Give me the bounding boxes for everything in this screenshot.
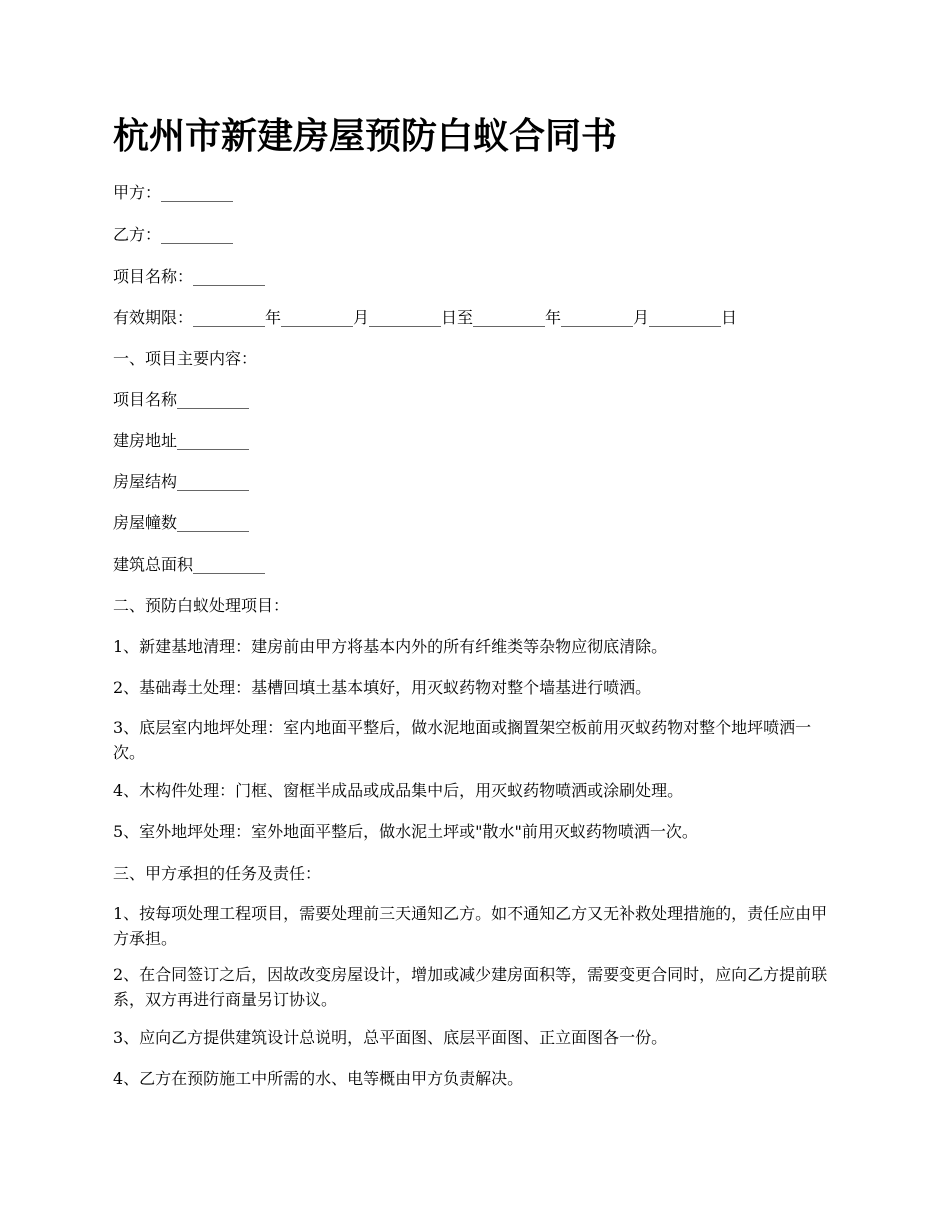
section2-heading: 二、预防白蚁处理项目：	[113, 596, 290, 615]
section1-item: 房屋结构_________	[113, 472, 250, 491]
validity-line: 有效期限：_________年_________月_________日至_________年_________月_________日	[113, 308, 738, 327]
section1-item: 项目名称_________	[113, 390, 250, 409]
section2-item: 4、木构件处理：门框、窗框半成品或成品集中后，用灭蚁药物喷洒或涂刷处理。	[113, 781, 684, 800]
section3-item: 1、按每项处理工程项目，需要处理前三天通知乙方。如不通知乙方又无补救处理措施的，责任应由甲方承担。	[113, 904, 828, 948]
section2-item: 2、基础毒土处理：基槽回填土基本填好，用灭蚁药物对整个墙基进行喷洒。	[113, 678, 652, 697]
section2-item: 3、底层室内地坪处理：室内地面平整后，做水泥地面或搁置架空板前用灭蚁药物对整个地坪喷洒一次。	[113, 718, 812, 762]
section1-heading: 一、项目主要内容：	[113, 349, 258, 368]
section3-heading: 三、甲方承担的任务及责任：	[113, 864, 322, 883]
section1-item: 建房地址_________	[113, 431, 250, 450]
section1-item: 房屋幢数_________	[113, 513, 250, 532]
section2-item: 1、新建基地清理：建房前由甲方将基本内外的所有纤维类等杂物应彻底清除。	[113, 637, 668, 656]
project-name-line: 项目名称：_________	[113, 267, 266, 286]
party-a-line: 甲方：_________	[113, 183, 234, 202]
section3-item: 3、应向乙方提供建筑设计总说明，总平面图、底层平面图、正立面图各一份。	[113, 1028, 668, 1047]
party-b-line: 乙方：_________	[113, 225, 234, 244]
section1-item: 建筑总面积_________	[113, 555, 266, 574]
section3-item: 2、在合同签订之后，因故改变房屋设计，增加或减少建房面积等，需要变更合同时，应向乙方提前联系，双方再进行商量另订协议。	[113, 965, 828, 1009]
section3-item: 4、乙方在预防施工中所需的水、电等概由甲方负责解决。	[113, 1069, 524, 1088]
section2-item: 5、室外地坪处理：室外地面平整后，做水泥土坪或"散水"前用灭蚁药物喷洒一次。	[113, 822, 698, 841]
document-title: 杭州市新建房屋预防白蚁合同书	[113, 115, 618, 157]
